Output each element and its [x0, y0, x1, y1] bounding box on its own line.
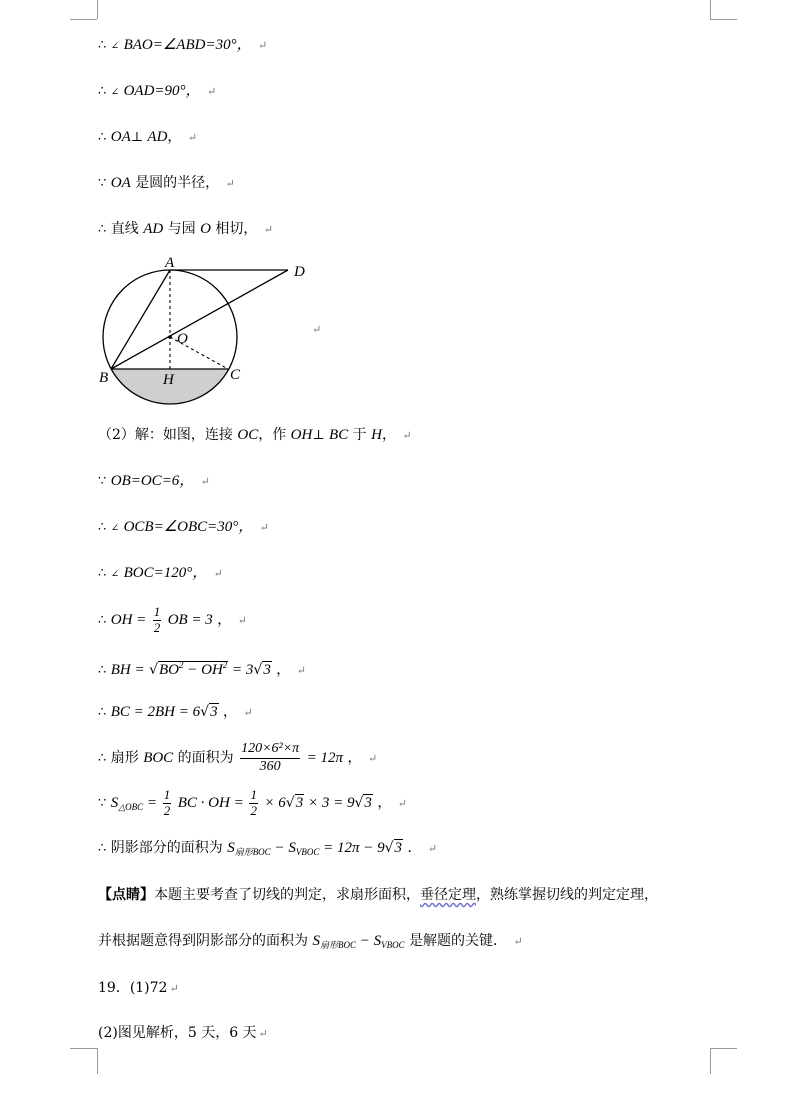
fraction-half-b: $\frac{1}{2}$ — [250, 786, 257, 818]
label-c: C — [230, 367, 241, 383]
crop-mark-top-left-h — [70, 19, 97, 20]
q19-part1: 19．(1)72 ↵ — [98, 980, 179, 996]
part2-line-8: ∵ $S_{\triangle OBC}$ = $\frac{1}{2}$ BC · OH = $\frac{1}{2}$ × 6√3 × 3 = 9√3 ， ↵ — [98, 786, 407, 818]
part2-line-5: ∴ BH = $√BO^2 - OH^2 = 3√3$ ， ↵ — [98, 660, 306, 678]
label-d: D — [294, 264, 305, 280]
fraction-half: $\frac{1}{2}$ — [153, 603, 161, 635]
part2-line-6: ∴ BC = 2BH = 6√3 ， ↵ — [98, 704, 253, 720]
crop-mark-bottom-left-v — [97, 1048, 98, 1074]
part2-intro: （2）解：如图，连接 OC，作 OH⊥ BC 于 H， ↵ — [98, 427, 412, 443]
proof-line-3: ∴ OA⊥ AD， ↵ — [98, 129, 198, 145]
crop-mark-top-right-v — [710, 0, 711, 19]
part2-line-2: ∴ ∠ OCB=∠OBC=30°， ↵ — [98, 519, 269, 535]
part2-line-7: ∴ 扇形 BOC 的面积为 $\frac{\text{120×6²×π}}{360}$ = 12π ， ↵ — [98, 741, 378, 774]
crop-mark-top-right-h — [710, 19, 737, 20]
circle-tangent-figure — [95, 252, 320, 412]
figure-para-mark: ↵ — [312, 323, 322, 336]
label-b: B — [99, 370, 109, 386]
q19-part2: (2)图见解析，5 天，6 天 ↵ — [98, 1025, 268, 1041]
fraction-sector-area: $\frac{\text{120×6²×π}}{360}$ — [241, 741, 300, 774]
crop-mark-bottom-right-h — [710, 1048, 737, 1049]
segment-ab — [111, 270, 170, 369]
proof-line-5: ∴ 直线 AD 与园 O 相切， ↵ — [98, 221, 274, 237]
part2-line-3: ∴ ∠ BOC=120°， ↵ — [98, 565, 223, 581]
sqrt-sign: √ — [200, 704, 210, 720]
sqrt-sign: √ — [354, 795, 364, 811]
crop-mark-bottom-right-v — [710, 1048, 711, 1074]
label-o: O — [177, 331, 188, 347]
crop-mark-bottom-left-h — [70, 1048, 97, 1049]
sqrt-sign: √ — [285, 795, 295, 811]
proof-line-4: ∵ OA 是圆的半径， ↵ — [98, 175, 235, 191]
part2-line-1: ∵ OB=OC=6， ↵ — [98, 473, 210, 489]
sqrt-sign: √ — [149, 662, 158, 678]
radicand-bh: $BO^2 - OH^2$ — [158, 660, 228, 678]
center-point — [168, 335, 172, 339]
proof-line-2: ∴ ∠ OAD=90°， ↵ — [98, 83, 217, 99]
comment-line-2: 并根据题意得到阴影部分的面积为 $S_{扇形BOC} - S_{VBOC}$ 是解题的关键． ↵ — [98, 933, 523, 950]
sqrt-sign: √ — [384, 840, 394, 856]
label-a: A — [165, 255, 175, 271]
fraction-half-a: $\frac{1}{2}$ — [163, 786, 171, 818]
label-h: H — [163, 372, 174, 388]
segment-bd — [111, 270, 288, 369]
comment-line-1: 【点睛】本题主要考查了切线的判定，求扇形面积，垂径定理，熟练掌握切线的判定定理， — [98, 887, 658, 903]
part2-line-9: ∴ 阴影部分的面积为 $S_{扇形BOC} - S_{VBOC} = 12\pi - 9√3$ ． ↵ — [98, 840, 438, 857]
proof-line-1: ∴ ∠ BAO=∠ABD=30°， ↵ — [98, 37, 268, 53]
sqrt-sign: √ — [253, 662, 263, 678]
part2-line-4: ∴ OH = $\frac{1}{2}$ OB = 3 ， ↵ — [98, 603, 247, 635]
crop-mark-top-left-v — [97, 0, 98, 19]
